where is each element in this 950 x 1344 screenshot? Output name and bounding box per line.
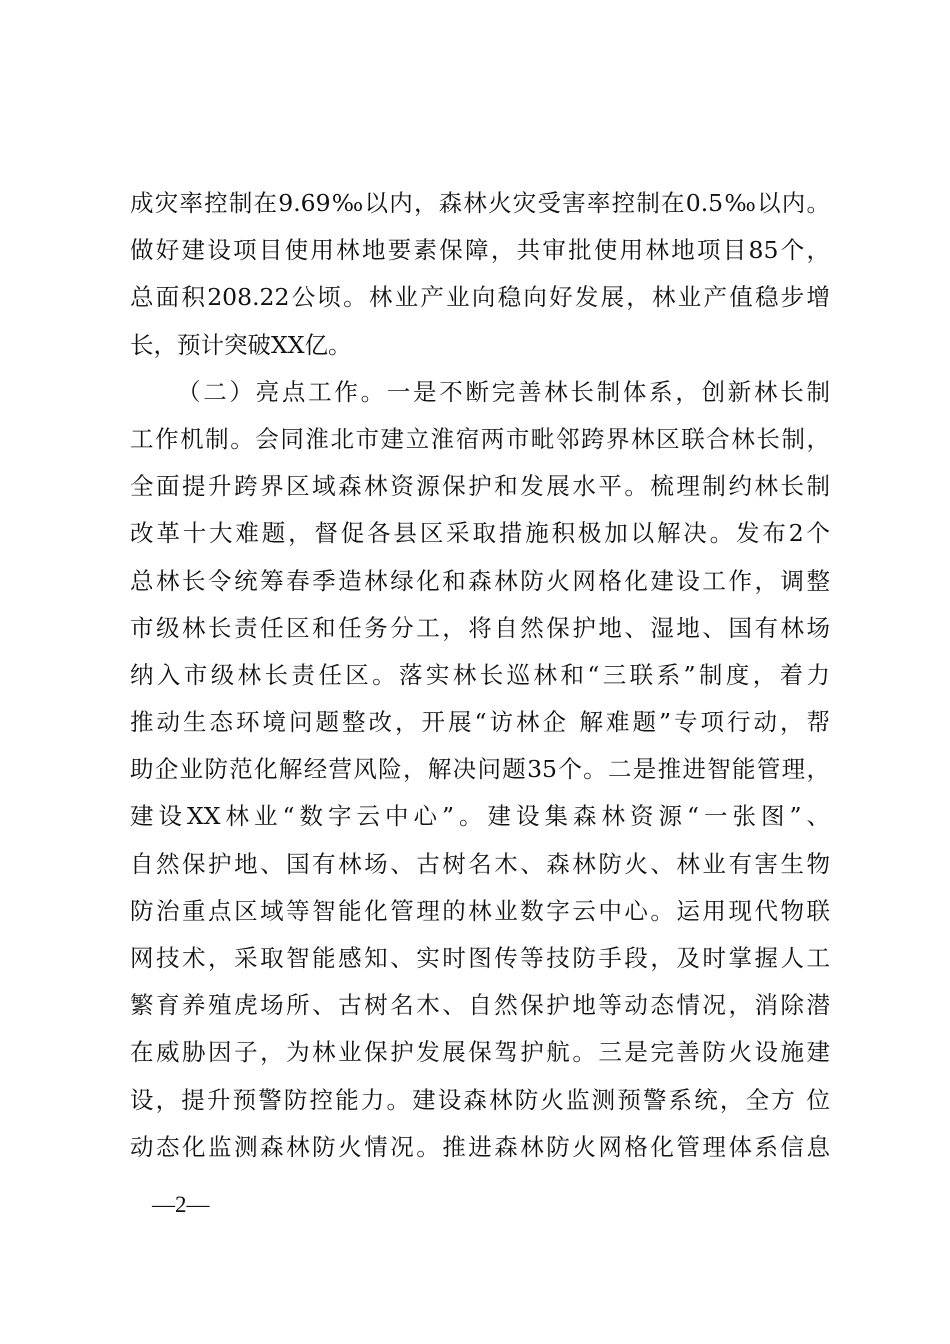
text-line: 网技术，采取智能感知、实时图传等技防手段，及时掌握人工 [130,944,830,972]
body-text [130,180,830,1171]
text-line: 动态化监测森林防火情况。推进森林防火网格化管理体系信息 [130,1132,830,1161]
page-number: —2— [152,1192,210,1217]
text-line: 自然保护地、国有林场、古树名木、森林防火、林业有害生物 [130,849,830,878]
text-line: 推动生态环境问题整改，开展“访林企 解难题”专项行动，帮 [130,708,830,737]
paragraph-1 [130,180,830,369]
text-line: 繁育养殖虎场所、古树名木、自然保护地等动态情况，消除潜 [130,991,830,1020]
text-line: （二）亮点工作。一是不断完善林长制体系，创新林长制 [177,377,830,406]
text-line: 防治重点区域等智能化管理的林业数字云中心。运用现代物联 [130,896,830,925]
text-line: 纳入市级林长责任区。落实林长巡林和“三联系”制度，着力 [130,660,830,689]
text-line: 做好建设项目使用林地要素保障，共审批使用林地项目85个， [130,236,830,265]
text-line: 工作机制。会同淮北市建立淮宿两市毗邻跨界林区联合林长制， [130,424,830,453]
text-line: 总林长令统筹春季造林绿化和森林防火网格化建设工作，调整 [130,566,830,595]
text-line: 助企业防范化解经营风险，解决问题35个。二是推进智能管理， [130,755,830,784]
text-line: 改革十大难题，督促各县区采取措施积极加以解决。发布2个 [130,519,830,548]
text-line: 在威胁因子，为林业保护发展保驾护航。三是完善防火设施建 [130,1038,830,1067]
text-line: 总面积208.22公顷。林业产业向稳向好发展，林业产值稳步增 [130,283,830,312]
text-line: 设，提升预警防控能力。建设森林防火监测预警系统，全方 位 [130,1085,830,1114]
text-line: 全面提升跨界区域森林资源保护和发展水平。梳理制约林长制 [130,472,830,501]
text-line: 长，预计突破XX亿。 [130,330,352,359]
paragraph-2 [130,369,830,1171]
text-line: 市级林长责任区和任务分工，将自然保护地、湿地、国有林场 [130,613,830,642]
text-line: 建设XX林业“数字云中心”。建设集森林资源“一张图”、 [130,802,830,831]
text-line: 成灾率控制在9.69‰以内，森林火灾受害率控制在0.5‰以内。 [130,189,830,217]
